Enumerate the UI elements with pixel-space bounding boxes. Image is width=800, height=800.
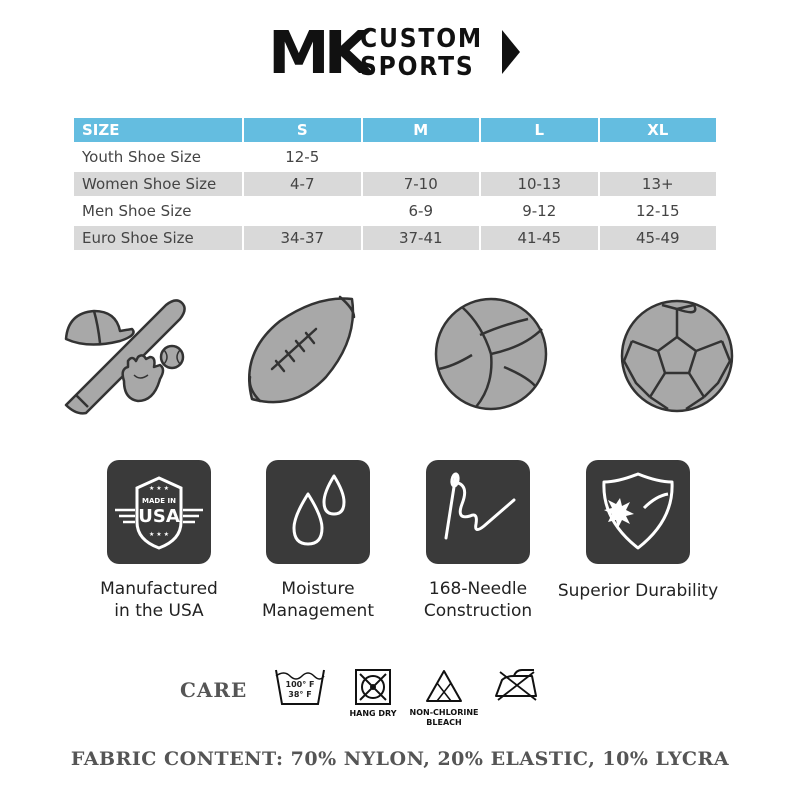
logo-word-sports: SPORTS <box>360 52 475 82</box>
bleach-line: BLEACH <box>426 718 462 727</box>
cell: 45-49 <box>600 226 719 250</box>
feature-label-durability <box>543 580 733 602</box>
cell: 10-13 <box>481 172 600 196</box>
bleach-line: NON-CHLORINE <box>409 708 479 717</box>
logo-word-custom: CUSTOM <box>360 24 483 54</box>
volleyball-icon <box>432 295 550 413</box>
table-row <box>74 172 718 196</box>
svg-text:★ ★ ★: ★ ★ ★ <box>149 485 169 492</box>
cell <box>600 145 719 169</box>
bleach-label <box>402 708 486 728</box>
feature-line: 168-Needle <box>428 579 528 599</box>
care-label: CARE <box>180 678 248 702</box>
table-row <box>74 199 718 223</box>
size-chart-table <box>74 115 718 253</box>
header-size: SIZE <box>74 118 244 142</box>
logo-mk: MK <box>268 17 366 88</box>
made-in-usa-badge-icon <box>107 460 211 564</box>
cell <box>481 145 600 169</box>
hang-dry-label: HANG DRY <box>349 709 397 718</box>
cell <box>363 145 482 169</box>
brand-logo <box>268 17 538 88</box>
cell: 12-15 <box>600 199 719 223</box>
non-chlorine-bleach-icon <box>424 668 464 704</box>
cell: 9-12 <box>481 199 600 223</box>
cell: 13+ <box>600 172 719 196</box>
hang-dry-icon <box>354 668 392 706</box>
feature-line: Superior Durability <box>557 581 719 601</box>
football-icon <box>238 293 358 413</box>
cell: 4-7 <box>244 172 363 196</box>
feature-line: in the USA <box>114 601 204 621</box>
row-label: Men Shoe Size <box>74 199 244 223</box>
header-m: M <box>363 118 482 142</box>
table-row <box>74 145 718 169</box>
feature-line: Moisture <box>281 579 355 599</box>
fabric-content: FABRIC CONTENT: 70% NYLON, 20% ELASTIC, 10% LYCRA <box>70 748 730 770</box>
water-drops-icon <box>266 460 370 564</box>
do-not-iron-icon <box>492 668 540 702</box>
header-s: S <box>244 118 363 142</box>
feature-line: Management <box>262 601 374 621</box>
cell: 34-37 <box>244 226 363 250</box>
badge-made-in-text: MADE IN <box>142 497 176 505</box>
feature-line: Manufactured <box>100 579 218 599</box>
cell: 12-5 <box>244 145 363 169</box>
feature-line: Construction <box>423 601 533 621</box>
svg-text:★ ★ ★: ★ ★ ★ <box>149 531 169 538</box>
wash-temp-f: 100° F <box>285 680 315 689</box>
cell <box>244 199 363 223</box>
row-label: Youth Shoe Size <box>74 145 244 169</box>
needle-thread-icon <box>426 460 530 564</box>
wash-temp-c: 38° F <box>288 690 312 699</box>
header-xl: XL <box>600 118 719 142</box>
cell: 41-45 <box>481 226 600 250</box>
baseball-icon <box>58 295 194 415</box>
cell: 6-9 <box>363 199 482 223</box>
wash-temperature-icon <box>272 666 328 708</box>
shield-icon <box>586 460 690 564</box>
badge-usa-text: USA <box>138 506 180 527</box>
soccer-ball-icon <box>618 297 736 415</box>
row-label: Women Shoe Size <box>74 172 244 196</box>
header-l: L <box>481 118 600 142</box>
cell: 37-41 <box>363 226 482 250</box>
size-chart-header <box>74 118 718 142</box>
row-label: Euro Shoe Size <box>74 226 244 250</box>
logo-arrow-icon <box>502 30 520 74</box>
cell: 7-10 <box>363 172 482 196</box>
table-row <box>74 226 718 250</box>
